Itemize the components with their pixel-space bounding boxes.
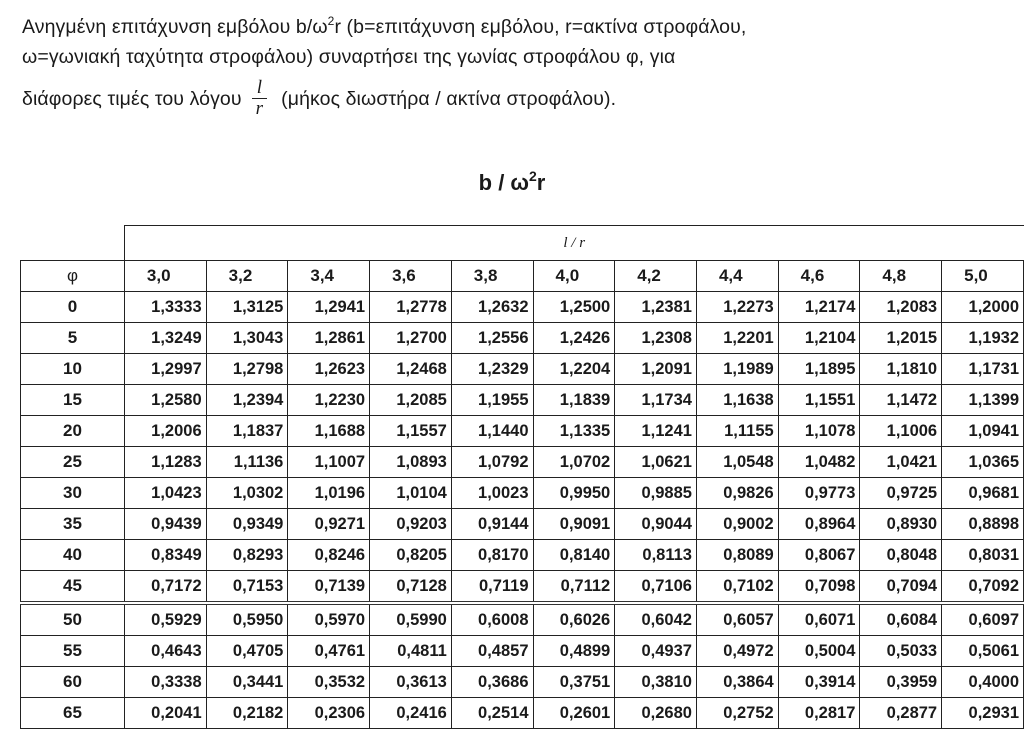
value-cell: 1,0548 xyxy=(696,447,778,478)
phi-cell: 20 xyxy=(21,416,125,447)
value-cell: 0,5950 xyxy=(206,603,288,636)
value-cell: 1,1989 xyxy=(696,354,778,385)
value-cell: 1,2623 xyxy=(288,354,370,385)
value-cell: 0,9681 xyxy=(942,478,1024,509)
value-cell: 1,1557 xyxy=(370,416,452,447)
value-cell: 0,8170 xyxy=(451,540,533,571)
value-cell: 0,8898 xyxy=(942,509,1024,540)
value-cell: 1,2230 xyxy=(288,385,370,416)
value-cell: 0,9885 xyxy=(615,478,697,509)
acceleration-table xyxy=(20,225,1024,729)
value-cell: 0,8930 xyxy=(860,509,942,540)
value-cell: 1,2500 xyxy=(533,292,615,323)
table-row xyxy=(21,540,1024,571)
value-cell: 0,7092 xyxy=(942,571,1024,604)
value-cell: 1,2308 xyxy=(615,323,697,354)
value-cell: 0,7128 xyxy=(370,571,452,604)
value-cell: 1,0792 xyxy=(451,447,533,478)
table-row xyxy=(21,323,1024,354)
value-cell: 1,1335 xyxy=(533,416,615,447)
value-cell: 1,0023 xyxy=(451,478,533,509)
phi-cell: 30 xyxy=(21,478,125,509)
value-cell: 0,7119 xyxy=(451,571,533,604)
value-cell: 1,2204 xyxy=(533,354,615,385)
value-cell: 1,2091 xyxy=(615,354,697,385)
value-cell: 1,1839 xyxy=(533,385,615,416)
value-cell: 0,7139 xyxy=(288,571,370,604)
ratio-column-header: 3,2 xyxy=(206,261,288,292)
value-cell: 1,2426 xyxy=(533,323,615,354)
phi-cell: 50 xyxy=(21,603,125,636)
table-title-tail: r xyxy=(536,170,546,195)
value-cell: 1,1551 xyxy=(778,385,860,416)
intro-line-3-text: διάφορες τιμές του λόγου xyxy=(22,87,242,110)
table-title-superscript: 2 xyxy=(529,168,537,184)
phi-cell: 10 xyxy=(21,354,125,385)
value-cell: 1,2468 xyxy=(370,354,452,385)
value-cell: 0,8067 xyxy=(778,540,860,571)
value-cell: 1,2941 xyxy=(288,292,370,323)
value-cell: 0,4972 xyxy=(696,636,778,667)
value-cell: 0,3686 xyxy=(451,667,533,698)
phi-cell: 0 xyxy=(21,292,125,323)
value-cell: 1,1810 xyxy=(860,354,942,385)
phi-cell: 65 xyxy=(21,698,125,729)
value-cell: 0,9439 xyxy=(124,509,206,540)
value-cell: 0,2041 xyxy=(124,698,206,729)
value-cell: 0,9091 xyxy=(533,509,615,540)
value-cell: 1,1638 xyxy=(696,385,778,416)
intro-line-1-superscript: 2 xyxy=(327,14,335,28)
value-cell: 1,1283 xyxy=(124,447,206,478)
value-cell: 0,7172 xyxy=(124,571,206,604)
value-cell: 1,2700 xyxy=(370,323,452,354)
value-cell: 0,4705 xyxy=(206,636,288,667)
ratio-column-header: 4,6 xyxy=(778,261,860,292)
value-cell: 0,9144 xyxy=(451,509,533,540)
value-cell: 0,7153 xyxy=(206,571,288,604)
value-cell: 0,2931 xyxy=(942,698,1024,729)
table-row xyxy=(21,478,1024,509)
value-cell: 1,2381 xyxy=(615,292,697,323)
value-cell: 0,3864 xyxy=(696,667,778,698)
value-cell: 1,2798 xyxy=(206,354,288,385)
value-cell: 0,5033 xyxy=(860,636,942,667)
value-cell: 0,7112 xyxy=(533,571,615,604)
value-cell: 0,8349 xyxy=(124,540,206,571)
table-row xyxy=(21,354,1024,385)
value-cell: 0,4000 xyxy=(942,667,1024,698)
value-cell: 1,0941 xyxy=(942,416,1024,447)
value-cell: 0,2752 xyxy=(696,698,778,729)
value-cell: 1,0702 xyxy=(533,447,615,478)
value-cell: 1,1731 xyxy=(942,354,1024,385)
ratio-column-header: 4,4 xyxy=(696,261,778,292)
value-cell: 0,3959 xyxy=(860,667,942,698)
value-cell: 0,5004 xyxy=(778,636,860,667)
table-row xyxy=(21,667,1024,698)
table-row xyxy=(21,385,1024,416)
value-cell: 1,1399 xyxy=(942,385,1024,416)
table-row xyxy=(21,603,1024,636)
value-cell: 0,3810 xyxy=(615,667,697,698)
ratio-column-header: 5,0 xyxy=(942,261,1024,292)
value-cell: 1,1932 xyxy=(942,323,1024,354)
value-cell: 1,2861 xyxy=(288,323,370,354)
table-row xyxy=(21,416,1024,447)
value-cell: 0,7106 xyxy=(615,571,697,604)
value-cell: 0,5990 xyxy=(370,603,452,636)
value-cell: 1,1440 xyxy=(451,416,533,447)
value-cell: 1,0482 xyxy=(778,447,860,478)
value-cell: 0,2601 xyxy=(533,698,615,729)
value-cell: 1,0893 xyxy=(370,447,452,478)
ratio-fraction xyxy=(252,78,268,119)
value-cell: 0,8140 xyxy=(533,540,615,571)
value-cell: 0,8246 xyxy=(288,540,370,571)
table-corner xyxy=(21,226,125,261)
value-cell: 0,7094 xyxy=(860,571,942,604)
table-row xyxy=(21,636,1024,667)
ratio-column-header: 3,0 xyxy=(124,261,206,292)
value-cell: 1,2997 xyxy=(124,354,206,385)
value-cell: 0,9271 xyxy=(288,509,370,540)
value-cell: 1,2006 xyxy=(124,416,206,447)
table-row xyxy=(21,571,1024,604)
value-cell: 0,2514 xyxy=(451,698,533,729)
value-cell: 0,5061 xyxy=(942,636,1024,667)
value-cell: 1,0196 xyxy=(288,478,370,509)
value-cell: 1,2083 xyxy=(860,292,942,323)
value-cell: 0,8048 xyxy=(860,540,942,571)
intro-line-3 xyxy=(22,78,1012,119)
value-cell: 0,5929 xyxy=(124,603,206,636)
value-cell: 0,9044 xyxy=(615,509,697,540)
table-column-header-row xyxy=(21,261,1024,292)
phi-cell: 5 xyxy=(21,323,125,354)
value-cell: 1,1895 xyxy=(778,354,860,385)
value-cell: 0,4899 xyxy=(533,636,615,667)
intro-line-2: ω=γωνιακή ταχύτητα στροφάλου) συναρτήσει της γωνίας στροφάλου φ, για xyxy=(22,46,676,68)
value-cell: 0,3338 xyxy=(124,667,206,698)
value-cell: 1,2201 xyxy=(696,323,778,354)
phi-cell: 40 xyxy=(21,540,125,571)
ratio-column-header: 3,4 xyxy=(288,261,370,292)
value-cell: 0,6057 xyxy=(696,603,778,636)
value-cell: 0,7102 xyxy=(696,571,778,604)
phi-cell: 45 xyxy=(21,571,125,604)
value-cell: 0,6071 xyxy=(778,603,860,636)
value-cell: 0,8113 xyxy=(615,540,697,571)
value-cell: 0,9002 xyxy=(696,509,778,540)
phi-cell: 15 xyxy=(21,385,125,416)
value-cell: 1,2015 xyxy=(860,323,942,354)
table-row xyxy=(21,447,1024,478)
value-cell: 0,2680 xyxy=(615,698,697,729)
value-cell: 1,2273 xyxy=(696,292,778,323)
value-cell: 0,7098 xyxy=(778,571,860,604)
value-cell: 1,2580 xyxy=(124,385,206,416)
value-cell: 0,4811 xyxy=(370,636,452,667)
value-cell: 1,1837 xyxy=(206,416,288,447)
value-cell: 0,2416 xyxy=(370,698,452,729)
value-cell: 0,4761 xyxy=(288,636,370,667)
value-cell: 0,3613 xyxy=(370,667,452,698)
value-cell: 0,8205 xyxy=(370,540,452,571)
phi-column-header: φ xyxy=(21,261,125,292)
value-cell: 0,3441 xyxy=(206,667,288,698)
value-cell: 1,1688 xyxy=(288,416,370,447)
value-cell: 1,1155 xyxy=(696,416,778,447)
table-row xyxy=(21,509,1024,540)
value-cell: 0,9725 xyxy=(860,478,942,509)
value-cell: 1,2394 xyxy=(206,385,288,416)
table-title-base: b / ω xyxy=(478,170,529,195)
value-cell: 0,5970 xyxy=(288,603,370,636)
ratio-column-header: 4,8 xyxy=(860,261,942,292)
ratio-column-header: 3,6 xyxy=(370,261,452,292)
table-group-header-row xyxy=(21,226,1024,261)
value-cell: 0,3532 xyxy=(288,667,370,698)
value-cell: 1,2104 xyxy=(778,323,860,354)
value-cell: 0,8293 xyxy=(206,540,288,571)
table-body xyxy=(21,292,1024,729)
fraction-numerator: l xyxy=(256,77,263,98)
value-cell: 1,1472 xyxy=(860,385,942,416)
intro-paragraph xyxy=(22,6,1012,119)
table-row xyxy=(21,698,1024,729)
value-cell: 0,3751 xyxy=(533,667,615,698)
value-cell: 1,1241 xyxy=(615,416,697,447)
phi-cell: 35 xyxy=(21,509,125,540)
value-cell: 1,2632 xyxy=(451,292,533,323)
value-cell: 1,3249 xyxy=(124,323,206,354)
value-cell: 0,8089 xyxy=(696,540,778,571)
value-cell: 0,2306 xyxy=(288,698,370,729)
value-cell: 1,2000 xyxy=(942,292,1024,323)
value-cell: 1,1955 xyxy=(451,385,533,416)
value-cell: 1,0365 xyxy=(942,447,1024,478)
ratio-column-header: 4,0 xyxy=(533,261,615,292)
value-cell: 1,2085 xyxy=(370,385,452,416)
value-cell: 0,9773 xyxy=(778,478,860,509)
value-cell: 0,6026 xyxy=(533,603,615,636)
value-cell: 0,6042 xyxy=(615,603,697,636)
value-cell: 1,1136 xyxy=(206,447,288,478)
value-cell: 0,4643 xyxy=(124,636,206,667)
value-cell: 0,9826 xyxy=(696,478,778,509)
value-cell: 1,0423 xyxy=(124,478,206,509)
value-cell: 1,3333 xyxy=(124,292,206,323)
value-cell: 0,9349 xyxy=(206,509,288,540)
intro-line-1 xyxy=(22,6,1012,42)
phi-cell: 60 xyxy=(21,667,125,698)
value-cell: 1,0302 xyxy=(206,478,288,509)
value-cell: 0,6097 xyxy=(942,603,1024,636)
value-cell: 1,1006 xyxy=(860,416,942,447)
value-cell: 1,1734 xyxy=(615,385,697,416)
value-cell: 1,2778 xyxy=(370,292,452,323)
value-cell: 1,2556 xyxy=(451,323,533,354)
value-cell: 0,2817 xyxy=(778,698,860,729)
value-cell: 0,3914 xyxy=(778,667,860,698)
value-cell: 0,6084 xyxy=(860,603,942,636)
value-cell: 1,3043 xyxy=(206,323,288,354)
ratio-column-header: 4,2 xyxy=(615,261,697,292)
value-cell: 0,6008 xyxy=(451,603,533,636)
fraction-denominator: r xyxy=(252,98,268,119)
value-cell: 1,2329 xyxy=(451,354,533,385)
value-cell: 1,0421 xyxy=(860,447,942,478)
ratio-group-header: l / r xyxy=(124,226,1023,261)
table-row xyxy=(21,292,1024,323)
value-cell: 0,4937 xyxy=(615,636,697,667)
value-cell: 1,1078 xyxy=(778,416,860,447)
value-cell: 0,4857 xyxy=(451,636,533,667)
phi-cell: 55 xyxy=(21,636,125,667)
value-cell: 1,0104 xyxy=(370,478,452,509)
value-cell: 1,3125 xyxy=(206,292,288,323)
value-cell: 0,2182 xyxy=(206,698,288,729)
ratio-column-header: 3,8 xyxy=(451,261,533,292)
value-cell: 0,2877 xyxy=(860,698,942,729)
intro-line-1-text: Ανηγμένη επιτάχυνση εμβόλου b/ω xyxy=(22,16,328,38)
intro-line-3-text-end: (μήκος διωστήρα / ακτίνα στροφάλου). xyxy=(281,87,617,110)
value-cell: 1,0621 xyxy=(615,447,697,478)
value-cell: 0,9203 xyxy=(370,509,452,540)
value-cell: 0,8031 xyxy=(942,540,1024,571)
value-cell: 0,8964 xyxy=(778,509,860,540)
intro-line-1-text-end: r (b=επιτάχυνση εμβόλου, r=ακτίνα στροφάλου, xyxy=(334,16,747,38)
value-cell: 0,9950 xyxy=(533,478,615,509)
value-cell: 1,2174 xyxy=(778,292,860,323)
value-cell: 1,1007 xyxy=(288,447,370,478)
phi-cell: 25 xyxy=(21,447,125,478)
table-title xyxy=(0,168,1024,196)
